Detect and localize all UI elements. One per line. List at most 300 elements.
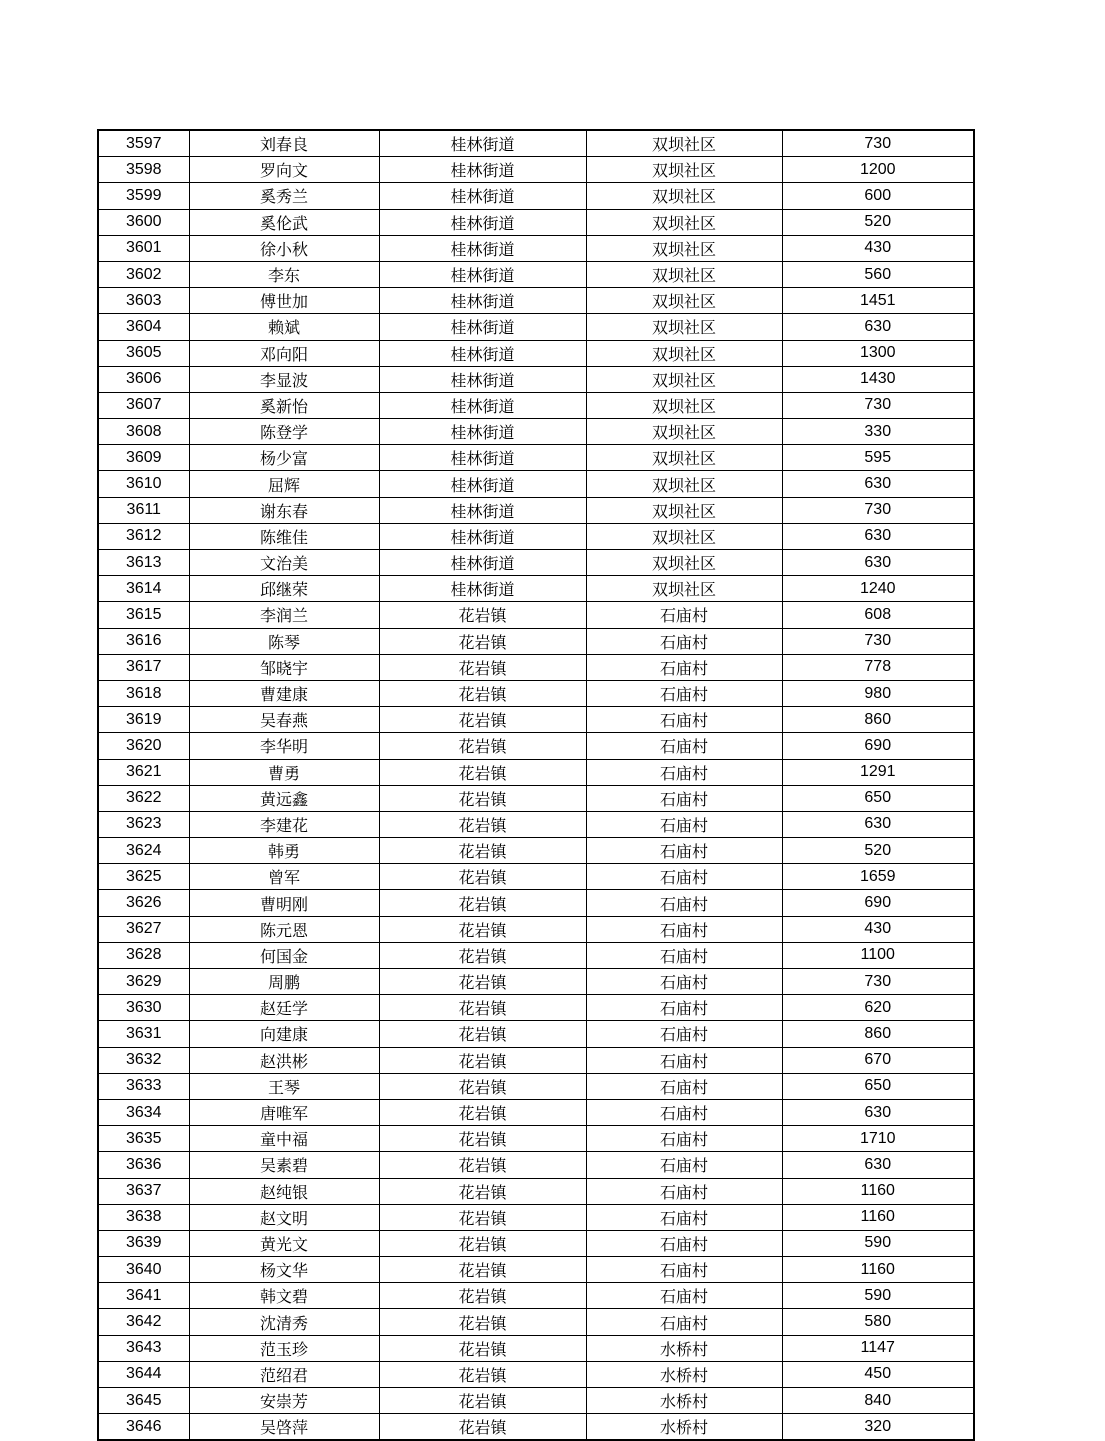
amount-cell: 430: [782, 235, 974, 261]
community-cell: 石庙村: [586, 1099, 782, 1125]
table-row: [98, 340, 974, 366]
township-cell: 花岩镇: [379, 969, 586, 995]
amount-cell: 620: [782, 995, 974, 1021]
amount-cell: 1160: [782, 1204, 974, 1230]
amount-cell: 670: [782, 1047, 974, 1073]
community-cell: 双坝社区: [586, 366, 782, 392]
table-row: [98, 314, 974, 340]
table-row: [98, 628, 974, 654]
community-cell: 石庙村: [586, 890, 782, 916]
amount-cell: 690: [782, 733, 974, 759]
township-cell: 桂林街道: [379, 209, 586, 235]
row-number-cell: 3633: [98, 1073, 189, 1099]
table-row: [98, 1414, 974, 1441]
township-cell: 花岩镇: [379, 1047, 586, 1073]
township-cell: 花岩镇: [379, 1388, 586, 1414]
row-number-cell: 3619: [98, 707, 189, 733]
community-cell: 双坝社区: [586, 235, 782, 261]
community-cell: 双坝社区: [586, 157, 782, 183]
township-cell: 桂林街道: [379, 419, 586, 445]
amount-cell: 980: [782, 680, 974, 706]
community-cell: 石庙村: [586, 1204, 782, 1230]
township-cell: 花岩镇: [379, 916, 586, 942]
township-cell: 花岩镇: [379, 602, 586, 628]
amount-cell: 630: [782, 314, 974, 340]
row-number-cell: 3624: [98, 838, 189, 864]
row-number-cell: 3602: [98, 261, 189, 287]
row-number-cell: 3613: [98, 550, 189, 576]
name-cell: 周鹏: [189, 969, 379, 995]
township-cell: 花岩镇: [379, 628, 586, 654]
name-cell: 杨少富: [189, 445, 379, 471]
name-cell: 吴春燕: [189, 707, 379, 733]
township-cell: 花岩镇: [379, 680, 586, 706]
community-cell: 双坝社区: [586, 183, 782, 209]
name-cell: 陈琴: [189, 628, 379, 654]
row-number-cell: 3609: [98, 445, 189, 471]
township-cell: 桂林街道: [379, 235, 586, 261]
row-number-cell: 3599: [98, 183, 189, 209]
row-number-cell: 3638: [98, 1204, 189, 1230]
township-cell: 花岩镇: [379, 1099, 586, 1125]
table-row: [98, 1335, 974, 1361]
name-cell: 邱继荣: [189, 576, 379, 602]
township-cell: 桂林街道: [379, 576, 586, 602]
name-cell: 李东: [189, 261, 379, 287]
row-number-cell: 3644: [98, 1361, 189, 1387]
township-cell: 花岩镇: [379, 707, 586, 733]
table-row: [98, 995, 974, 1021]
table-row: [98, 471, 974, 497]
township-cell: 花岩镇: [379, 838, 586, 864]
amount-cell: 630: [782, 1152, 974, 1178]
community-cell: 石庙村: [586, 1257, 782, 1283]
name-cell: 邹晓宇: [189, 654, 379, 680]
name-cell: 赵文明: [189, 1204, 379, 1230]
township-cell: 桂林街道: [379, 445, 586, 471]
township-cell: 花岩镇: [379, 1283, 586, 1309]
name-cell: 曾军: [189, 864, 379, 890]
community-cell: 石庙村: [586, 1047, 782, 1073]
amount-cell: 1451: [782, 288, 974, 314]
township-cell: 花岩镇: [379, 1309, 586, 1335]
row-number-cell: 3646: [98, 1414, 189, 1441]
table-row: [98, 523, 974, 549]
name-cell: 陈登学: [189, 419, 379, 445]
table-row: [98, 419, 974, 445]
community-cell: 石庙村: [586, 942, 782, 968]
community-cell: 石庙村: [586, 1021, 782, 1047]
amount-cell: 520: [782, 209, 974, 235]
community-cell: 石庙村: [586, 1283, 782, 1309]
amount-cell: 630: [782, 523, 974, 549]
township-cell: 桂林街道: [379, 288, 586, 314]
township-cell: 花岩镇: [379, 785, 586, 811]
amount-cell: 1240: [782, 576, 974, 602]
table-row: [98, 445, 974, 471]
community-cell: 石庙村: [586, 838, 782, 864]
name-cell: 傅世加: [189, 288, 379, 314]
row-number-cell: 3641: [98, 1283, 189, 1309]
community-cell: 双坝社区: [586, 471, 782, 497]
community-cell: 石庙村: [586, 707, 782, 733]
row-number-cell: 3607: [98, 392, 189, 418]
table-row: [98, 1099, 974, 1125]
amount-cell: 320: [782, 1414, 974, 1441]
amount-cell: 1430: [782, 366, 974, 392]
community-cell: 石庙村: [586, 1152, 782, 1178]
name-cell: 曹建康: [189, 680, 379, 706]
row-number-cell: 3618: [98, 680, 189, 706]
community-cell: 石庙村: [586, 680, 782, 706]
community-cell: 水桥村: [586, 1361, 782, 1387]
row-number-cell: 3603: [98, 288, 189, 314]
name-cell: 赵纯银: [189, 1178, 379, 1204]
amount-cell: 560: [782, 261, 974, 287]
table-row: [98, 654, 974, 680]
community-cell: 双坝社区: [586, 497, 782, 523]
amount-cell: 595: [782, 445, 974, 471]
table-row: [98, 209, 974, 235]
amount-cell: 650: [782, 1073, 974, 1099]
township-cell: 花岩镇: [379, 733, 586, 759]
community-cell: 石庙村: [586, 785, 782, 811]
community-cell: 双坝社区: [586, 523, 782, 549]
amount-cell: 1291: [782, 759, 974, 785]
table-row: [98, 1152, 974, 1178]
amount-cell: 430: [782, 916, 974, 942]
table-row: [98, 550, 974, 576]
name-cell: 奚伦武: [189, 209, 379, 235]
table-row: [98, 261, 974, 287]
table-row: [98, 785, 974, 811]
table-row: [98, 1204, 974, 1230]
amount-cell: 630: [782, 1099, 974, 1125]
community-cell: 石庙村: [586, 995, 782, 1021]
row-number-cell: 3600: [98, 209, 189, 235]
township-cell: 花岩镇: [379, 864, 586, 890]
name-cell: 王琴: [189, 1073, 379, 1099]
name-cell: 赖斌: [189, 314, 379, 340]
row-number-cell: 3642: [98, 1309, 189, 1335]
name-cell: 黄光文: [189, 1230, 379, 1256]
community-cell: 石庙村: [586, 654, 782, 680]
amount-cell: 730: [782, 497, 974, 523]
community-cell: 水桥村: [586, 1335, 782, 1361]
township-cell: 花岩镇: [379, 1257, 586, 1283]
amount-cell: 840: [782, 1388, 974, 1414]
data-table: [97, 129, 975, 1441]
township-cell: 花岩镇: [379, 1073, 586, 1099]
amount-cell: 730: [782, 130, 974, 157]
community-cell: 双坝社区: [586, 209, 782, 235]
row-number-cell: 3627: [98, 916, 189, 942]
township-cell: 桂林街道: [379, 550, 586, 576]
amount-cell: 730: [782, 392, 974, 418]
township-cell: 花岩镇: [379, 942, 586, 968]
amount-cell: 860: [782, 707, 974, 733]
township-cell: 花岩镇: [379, 1335, 586, 1361]
amount-cell: 590: [782, 1283, 974, 1309]
township-cell: 桂林街道: [379, 130, 586, 157]
name-cell: 童中福: [189, 1126, 379, 1152]
community-cell: 双坝社区: [586, 419, 782, 445]
table-row: [98, 1021, 974, 1047]
table-row: [98, 1283, 974, 1309]
community-cell: 石庙村: [586, 1309, 782, 1335]
table-row: [98, 680, 974, 706]
name-cell: 徐小秋: [189, 235, 379, 261]
township-cell: 花岩镇: [379, 1126, 586, 1152]
name-cell: 李显波: [189, 366, 379, 392]
community-cell: 双坝社区: [586, 314, 782, 340]
amount-cell: 1659: [782, 864, 974, 890]
row-number-cell: 3604: [98, 314, 189, 340]
table-row: [98, 1178, 974, 1204]
row-number-cell: 3611: [98, 497, 189, 523]
township-cell: 桂林街道: [379, 157, 586, 183]
table-row: [98, 969, 974, 995]
table-row: [98, 130, 974, 157]
township-cell: 桂林街道: [379, 471, 586, 497]
township-cell: 桂林街道: [379, 392, 586, 418]
community-cell: 水桥村: [586, 1414, 782, 1441]
amount-cell: 630: [782, 471, 974, 497]
table-row: [98, 235, 974, 261]
name-cell: 罗向文: [189, 157, 379, 183]
name-cell: 邓向阳: [189, 340, 379, 366]
community-cell: 双坝社区: [586, 550, 782, 576]
township-cell: 花岩镇: [379, 995, 586, 1021]
township-cell: 花岩镇: [379, 1414, 586, 1441]
name-cell: 陈维佳: [189, 523, 379, 549]
row-number-cell: 3621: [98, 759, 189, 785]
row-number-cell: 3634: [98, 1099, 189, 1125]
table-row: [98, 890, 974, 916]
row-number-cell: 3635: [98, 1126, 189, 1152]
table-row: [98, 1073, 974, 1099]
community-cell: 石庙村: [586, 811, 782, 837]
row-number-cell: 3610: [98, 471, 189, 497]
township-cell: 花岩镇: [379, 1021, 586, 1047]
township-cell: 花岩镇: [379, 1204, 586, 1230]
amount-cell: 730: [782, 969, 974, 995]
township-cell: 花岩镇: [379, 1178, 586, 1204]
table-row: [98, 392, 974, 418]
township-cell: 花岩镇: [379, 1230, 586, 1256]
community-cell: 双坝社区: [586, 576, 782, 602]
name-cell: 黄远鑫: [189, 785, 379, 811]
table-row: [98, 707, 974, 733]
amount-cell: 630: [782, 811, 974, 837]
community-cell: 石庙村: [586, 864, 782, 890]
row-number-cell: 3614: [98, 576, 189, 602]
township-cell: 桂林街道: [379, 366, 586, 392]
community-cell: 石庙村: [586, 1178, 782, 1204]
table-row: [98, 733, 974, 759]
table-row: [98, 942, 974, 968]
name-cell: 李润兰: [189, 602, 379, 628]
row-number-cell: 3640: [98, 1257, 189, 1283]
name-cell: 向建康: [189, 1021, 379, 1047]
amount-cell: 1160: [782, 1178, 974, 1204]
row-number-cell: 3620: [98, 733, 189, 759]
row-number-cell: 3636: [98, 1152, 189, 1178]
row-number-cell: 3612: [98, 523, 189, 549]
table-row: [98, 576, 974, 602]
row-number-cell: 3606: [98, 366, 189, 392]
table-row: [98, 1257, 974, 1283]
community-cell: 双坝社区: [586, 261, 782, 287]
amount-cell: 330: [782, 419, 974, 445]
name-cell: 赵廷学: [189, 995, 379, 1021]
row-number-cell: 3622: [98, 785, 189, 811]
row-number-cell: 3623: [98, 811, 189, 837]
amount-cell: 608: [782, 602, 974, 628]
table-row: [98, 183, 974, 209]
name-cell: 韩文碧: [189, 1283, 379, 1309]
community-cell: 石庙村: [586, 1230, 782, 1256]
community-cell: 石庙村: [586, 916, 782, 942]
row-number-cell: 3630: [98, 995, 189, 1021]
amount-cell: 1147: [782, 1335, 974, 1361]
name-cell: 韩勇: [189, 838, 379, 864]
table-body: [98, 130, 974, 1440]
row-number-cell: 3632: [98, 1047, 189, 1073]
name-cell: 李建花: [189, 811, 379, 837]
row-number-cell: 3615: [98, 602, 189, 628]
amount-cell: 690: [782, 890, 974, 916]
community-cell: 双坝社区: [586, 340, 782, 366]
row-number-cell: 3645: [98, 1388, 189, 1414]
table-row: [98, 497, 974, 523]
amount-cell: 1300: [782, 340, 974, 366]
name-cell: 曹勇: [189, 759, 379, 785]
community-cell: 石庙村: [586, 1126, 782, 1152]
name-cell: 唐唯军: [189, 1099, 379, 1125]
township-cell: 桂林街道: [379, 523, 586, 549]
name-cell: 吴啓萍: [189, 1414, 379, 1441]
township-cell: 花岩镇: [379, 890, 586, 916]
table-row: [98, 602, 974, 628]
name-cell: 曹明刚: [189, 890, 379, 916]
township-cell: 桂林街道: [379, 261, 586, 287]
amount-cell: 1710: [782, 1126, 974, 1152]
row-number-cell: 3643: [98, 1335, 189, 1361]
row-number-cell: 3626: [98, 890, 189, 916]
row-number-cell: 3598: [98, 157, 189, 183]
township-cell: 花岩镇: [379, 654, 586, 680]
community-cell: 石庙村: [586, 628, 782, 654]
community-cell: 双坝社区: [586, 130, 782, 157]
table-row: [98, 759, 974, 785]
table-row: [98, 811, 974, 837]
row-number-cell: 3639: [98, 1230, 189, 1256]
name-cell: 沈清秀: [189, 1309, 379, 1335]
community-cell: 水桥村: [586, 1388, 782, 1414]
row-number-cell: 3605: [98, 340, 189, 366]
amount-cell: 600: [782, 183, 974, 209]
name-cell: 杨文华: [189, 1257, 379, 1283]
name-cell: 范绍君: [189, 1361, 379, 1387]
table-row: [98, 288, 974, 314]
amount-cell: 860: [782, 1021, 974, 1047]
community-cell: 石庙村: [586, 602, 782, 628]
table-row: [98, 838, 974, 864]
table-row: [98, 366, 974, 392]
table-row: [98, 1126, 974, 1152]
name-cell: 屈辉: [189, 471, 379, 497]
table-row: [98, 1388, 974, 1414]
name-cell: 何国金: [189, 942, 379, 968]
community-cell: 石庙村: [586, 1073, 782, 1099]
table-row: [98, 1047, 974, 1073]
township-cell: 桂林街道: [379, 314, 586, 340]
name-cell: 文治美: [189, 550, 379, 576]
community-cell: 双坝社区: [586, 288, 782, 314]
name-cell: 刘春良: [189, 130, 379, 157]
amount-cell: 650: [782, 785, 974, 811]
name-cell: 李华明: [189, 733, 379, 759]
township-cell: 桂林街道: [379, 183, 586, 209]
table-row: [98, 1230, 974, 1256]
community-cell: 石庙村: [586, 733, 782, 759]
table-row: [98, 157, 974, 183]
township-cell: 花岩镇: [379, 1361, 586, 1387]
row-number-cell: 3637: [98, 1178, 189, 1204]
name-cell: 陈元恩: [189, 916, 379, 942]
community-cell: 石庙村: [586, 759, 782, 785]
row-number-cell: 3625: [98, 864, 189, 890]
community-cell: 双坝社区: [586, 392, 782, 418]
township-cell: 花岩镇: [379, 1152, 586, 1178]
amount-cell: 580: [782, 1309, 974, 1335]
amount-cell: 450: [782, 1361, 974, 1387]
table-row: [98, 1361, 974, 1387]
amount-cell: 730: [782, 628, 974, 654]
amount-cell: 520: [782, 838, 974, 864]
table-row: [98, 1309, 974, 1335]
row-number-cell: 3629: [98, 969, 189, 995]
amount-cell: 590: [782, 1230, 974, 1256]
name-cell: 范玉珍: [189, 1335, 379, 1361]
township-cell: 花岩镇: [379, 759, 586, 785]
row-number-cell: 3631: [98, 1021, 189, 1047]
name-cell: 奚秀兰: [189, 183, 379, 209]
name-cell: 奚新怡: [189, 392, 379, 418]
name-cell: 赵洪彬: [189, 1047, 379, 1073]
table-row: [98, 864, 974, 890]
township-cell: 花岩镇: [379, 811, 586, 837]
amount-cell: 778: [782, 654, 974, 680]
name-cell: 安崇芳: [189, 1388, 379, 1414]
township-cell: 桂林街道: [379, 340, 586, 366]
row-number-cell: 3597: [98, 130, 189, 157]
table-row: [98, 916, 974, 942]
row-number-cell: 3608: [98, 419, 189, 445]
row-number-cell: 3616: [98, 628, 189, 654]
row-number-cell: 3601: [98, 235, 189, 261]
name-cell: 谢东春: [189, 497, 379, 523]
township-cell: 桂林街道: [379, 497, 586, 523]
amount-cell: 1200: [782, 157, 974, 183]
community-cell: 双坝社区: [586, 445, 782, 471]
amount-cell: 1100: [782, 942, 974, 968]
amount-cell: 1160: [782, 1257, 974, 1283]
name-cell: 吴素碧: [189, 1152, 379, 1178]
row-number-cell: 3628: [98, 942, 189, 968]
row-number-cell: 3617: [98, 654, 189, 680]
